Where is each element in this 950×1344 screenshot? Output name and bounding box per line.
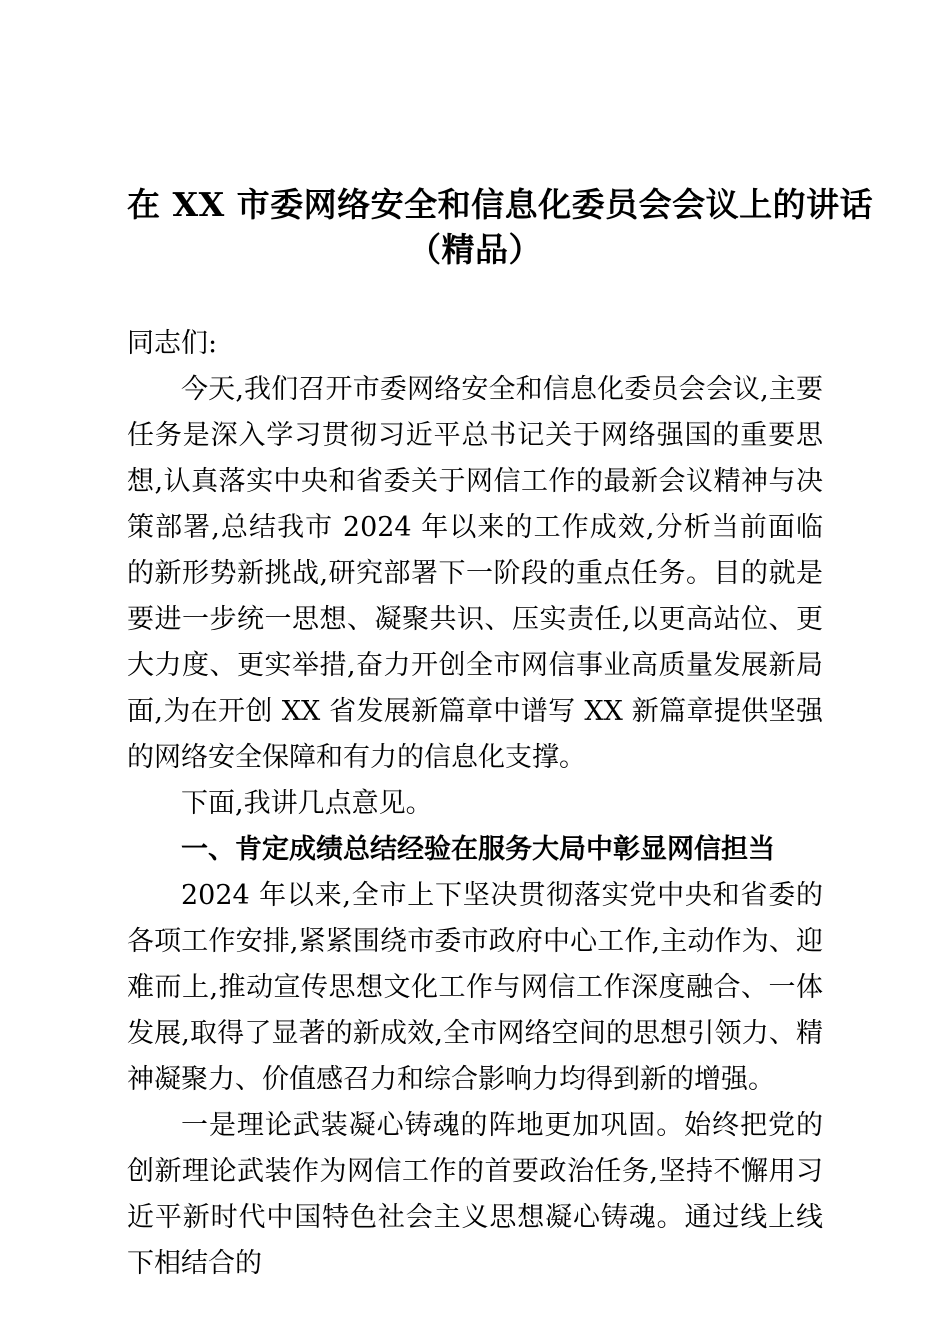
paragraph-point-one: 一是理论武装凝心铸魂的阵地更加巩固。始终把党的创新理论武装作为网信工作的首要政治任务,坚持不懈用习近平新时代中国特色社会主义思想凝心铸魂。通过线上线下相结合的 (127, 1110, 823, 1279)
salutation: 同志们: (127, 328, 218, 359)
paragraph-achievements: 2024 年以来,全市上下坚决贯彻落实党中央和省委的各项工作安排,紧紧围绕市委市政府中心工作,主动作为、迎难而上,推动宣传思想文化工作与网信工作深度融合、一体发展,取得了显著的新成效,全市网络空间的思想引领力、精神凝聚力、价值感召力和综合影响力均得到新的增强。 (127, 880, 823, 1095)
paragraph-transition: 下面,我讲几点意见。 (181, 788, 433, 819)
document-body (127, 321, 823, 1287)
paragraph-opening: 今天,我们召开市委网络安全和信息化委员会会议,主要任务是深入学习贯彻习近平总书记关于网络强国的重要思想,认真落实中央和省委关于网信工作的最新会议精神与决策部署,总结我市 2024 年以来的工作成效,分析当前面临的新形势新挑战,研究部署下一阶段的重点任务。目的就是要进一步统一思想、凝聚共识、压实责任,以更高站位、更大力度、更实举措,奋力开创全市网信事业高质量发展新局面,为在开创 XX 省发展新篇章中谱写 XX 新篇章提供坚强的网络安全保障和有力的信息化支撑。 (127, 374, 823, 773)
document-title (127, 182, 874, 272)
document-title-line1: 在 XX 市委网络安全和信息化委员会会议上的讲话 (127, 185, 874, 224)
document-title-line2: （精品） (408, 230, 542, 269)
section-heading-1: 一、肯定成绩总结经验在服务大局中彰显网信担当 (181, 834, 775, 865)
